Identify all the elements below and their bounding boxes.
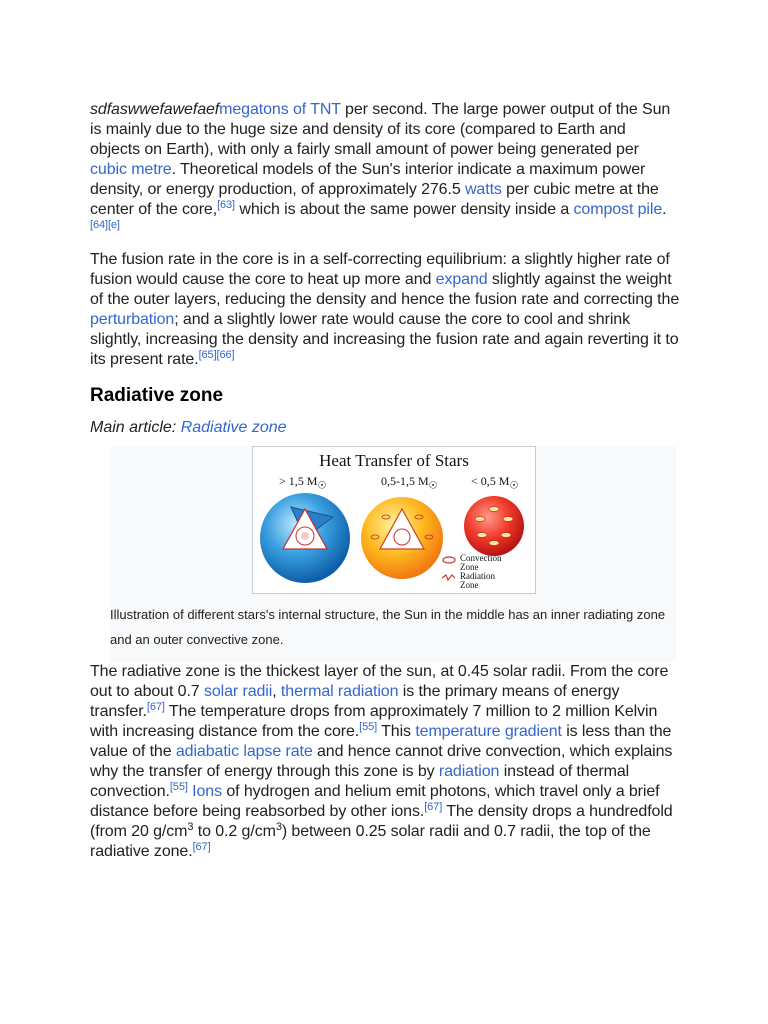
legend-text: Radiation	[460, 571, 495, 581]
solar-mass-symbol: ☉	[509, 480, 519, 492]
superscript-cubed: 3	[187, 821, 194, 833]
figure-thumbnail	[110, 446, 676, 662]
legend-convection-icon	[443, 557, 455, 563]
heat-transfer-of-stars-image[interactable]	[252, 446, 536, 594]
text-run: per second. The large power output of the Sun is mainly due to the huge size and density of its core (compared to Earth and objects on Earth), with only a fairly small amount of power being generated per	[90, 101, 671, 158]
legend-text: Convection	[460, 553, 502, 563]
text-run: ; and a slightly lower rate would cause the core to cool and shrink slightly, increasing the density and increasing the fusion rate and again reverting it to its present rate.	[90, 311, 679, 368]
legend-radiation-icon	[442, 575, 455, 580]
legend-radiation-zone	[460, 572, 495, 590]
text-run: is less than the value of the	[90, 723, 672, 760]
text-run: instead of thermal convection.	[90, 763, 630, 800]
link-solar-radii[interactable]: solar radii	[203, 683, 273, 700]
text-run: which is about the same power density inside a	[235, 201, 574, 218]
citation-63[interactable]: [63]	[217, 199, 236, 211]
link-radiative-zone-article[interactable]: Radiative zone	[180, 419, 287, 436]
text-run: to 0.2 g/cm	[193, 823, 276, 840]
solar-mass-symbol: ☉	[317, 480, 327, 492]
link-perturbation[interactable]: perturbation	[90, 311, 175, 328]
solar-mass-symbol: ☉	[428, 480, 438, 492]
citation-65-66[interactable]: [65][66]	[198, 349, 235, 361]
text-run: The radiative zone is the thickest layer of the sun, at 0.45 solar radii. From the core out to about 0.7	[90, 663, 669, 700]
medium-star-icon	[361, 497, 443, 579]
paragraph-core-power	[90, 100, 680, 240]
link-ions[interactable]: Ions	[192, 783, 222, 800]
text-run: This	[377, 723, 416, 740]
link-temperature-gradient[interactable]: temperature gradient	[415, 723, 562, 740]
link-expand[interactable]: expand	[435, 271, 488, 288]
legend-text: Zone	[460, 580, 479, 590]
small-star-icon	[464, 496, 524, 556]
hatnote-prefix: Main article:	[90, 419, 181, 436]
text-run: The fusion rate in the core is in a self-correcting equilibrium: a slightly higher rate of fusion would cause the core to heat up more and	[90, 251, 670, 288]
link-thermal-radiation[interactable]: thermal radiation	[280, 683, 399, 700]
label-text: < 0,5 M	[471, 474, 510, 488]
garbled-text: sdfaswwefawefaef	[90, 101, 220, 118]
text-run: ) between 0.25 solar radii and 0.7 radii, the top of the radiative zone.	[90, 823, 651, 860]
large-star-icon	[260, 493, 350, 583]
text-run: ,	[272, 683, 281, 700]
citation-64-e[interactable]: [64][e]	[90, 219, 120, 231]
article-content	[90, 100, 680, 862]
text-run: The density drops a hundredfold (from 20 g/cm	[90, 803, 673, 840]
text-run: .	[662, 201, 667, 218]
paragraph-radiative-zone	[90, 662, 680, 862]
text-run: The temperature drops from approximately 7 million to 2 million Kelvin with increasing distance from the core.	[90, 703, 658, 740]
link-megatons-of-tnt[interactable]: megatons of TNT	[219, 101, 341, 118]
link-compost-pile[interactable]: compost pile	[573, 201, 663, 218]
label-text: 0,5-1,5 M	[381, 474, 429, 488]
figure-title: Heat Transfer of Stars	[319, 451, 469, 470]
paragraph-fusion-equilibrium	[90, 250, 680, 370]
citation-67[interactable]: [67]	[424, 801, 443, 813]
citation-67[interactable]: [67]	[192, 841, 211, 853]
section-heading: Radiative zone	[90, 385, 224, 406]
text-run: slightly against the weight of the outer layers, reducing the density and hence the fusion rate and correcting the	[90, 271, 680, 308]
figure-caption: Illustration of different stars's internal structure, the Sun in the middle has an inner radiating zone and an outer convective zone.	[110, 607, 666, 647]
citation-55[interactable]: [55]	[359, 721, 378, 733]
hatnote	[90, 418, 680, 438]
text-run: . Theoretical models of the Sun's interior indicate a maximum power density, or energy production, of approximately 276.5	[90, 161, 646, 198]
link-cubic-metre[interactable]: cubic metre	[90, 161, 172, 178]
link-radiation[interactable]: radiation	[438, 763, 500, 780]
link-adiabatic-lapse-rate[interactable]: adiabatic lapse rate	[175, 743, 313, 760]
citation-55[interactable]: [55]	[169, 781, 188, 793]
text-run: per cubic metre at the center of the core,	[90, 181, 659, 218]
superscript-cubed: 3	[275, 821, 282, 833]
text-run: and hence cannot drive convection, which explains why the transfer of energy through this zone is by	[90, 743, 673, 780]
legend-text: Zone	[460, 562, 479, 572]
legend-convection-zone	[460, 554, 502, 572]
citation-67[interactable]: [67]	[146, 701, 165, 713]
link-watts[interactable]: watts	[464, 181, 502, 198]
text-run: of hydrogen and helium emit photons, which travel only a brief distance before being reabsorbed by other ions.	[90, 783, 660, 820]
label-text: > 1,5 M	[279, 474, 318, 488]
text-run: is the primary means of energy transfer.	[90, 683, 620, 720]
